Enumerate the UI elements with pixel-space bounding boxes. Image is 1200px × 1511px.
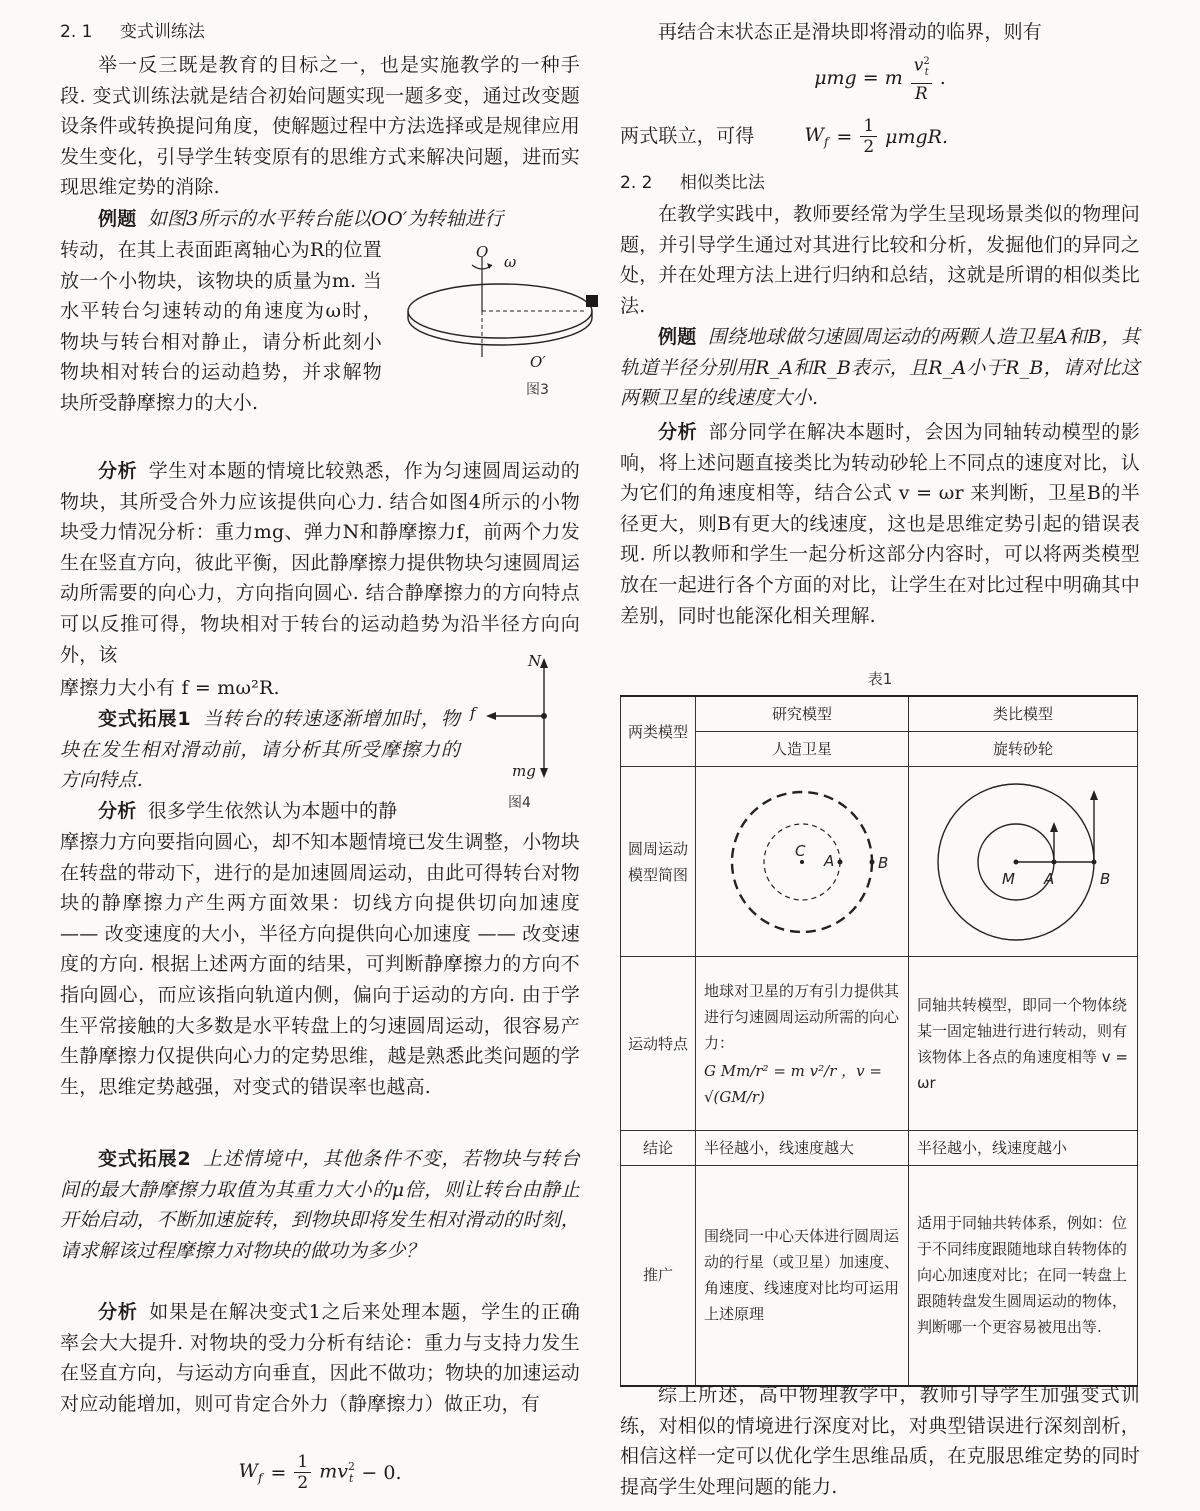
figure-3-caption: 图3 [526, 382, 549, 398]
analysis-1-end: 摩擦力大小有 f = mω²R. [60, 677, 280, 699]
label-B: B [878, 853, 889, 872]
equation-critical [620, 52, 1140, 104]
satellite-diagram-cell [696, 767, 909, 957]
label-A: A [1044, 869, 1055, 888]
table-row [621, 957, 1138, 1131]
analysis-keyword: 分析 [98, 1301, 138, 1323]
section-heading-2-2 [620, 168, 765, 198]
fraction-half [294, 1452, 311, 1493]
frac-den: 2 [863, 137, 875, 157]
table-row [621, 732, 1138, 767]
section-title: 变式训练法 [119, 22, 205, 42]
figure-3 [400, 243, 600, 403]
variant-1-text: 当转台的转速逐渐增加时，物块在发生相对滑动前，请分析其所受摩擦力的方向特点. [60, 708, 460, 792]
section-number: 2. 1 [60, 22, 93, 42]
label-f: f [470, 704, 476, 722]
fraction-half [860, 116, 877, 157]
eq-term: mv [319, 1460, 348, 1483]
eq-sub: t [348, 1472, 354, 1486]
table-row [621, 1131, 1138, 1166]
label-O: O [476, 243, 489, 261]
table-caption: 表1 [867, 670, 893, 688]
combine-line [620, 116, 1140, 157]
figure-4 [470, 652, 588, 812]
frac-den: 2 [297, 1473, 309, 1493]
table-row [621, 1166, 1138, 1386]
block-square [586, 295, 598, 307]
satellite-conclusion: 半径越小，线速度越大 [696, 1131, 909, 1166]
eq-subscript: f [258, 1470, 263, 1485]
analysis-keyword: 分析 [98, 800, 137, 822]
grinding-wheel-diagram [916, 770, 1130, 954]
eq-symbol: W [804, 124, 824, 147]
label-M: M [1002, 869, 1015, 888]
wheel-extension: 适用于同轴共转体系，例如：位于不同纬度跟随地球自转物体的向心加速度对比；在同一转盘上跟随转盘发生圆周运动的物体，判断哪一个更容易被甩出等. [909, 1166, 1138, 1386]
satellite-extension: 围绕同一中心天体进行圆周运动的行星（或卫星）加速度、角速度、线速度对比均可运用上述原理 [696, 1166, 909, 1386]
header-analogy-model: 类比模型 [909, 696, 1138, 732]
eq-symbol: W [238, 1460, 259, 1483]
example-keyword: 例题 [658, 326, 697, 348]
eq-sup: 2 [347, 1459, 355, 1473]
comparison-table [620, 695, 1138, 1387]
analysis-4-text: 部分同学在解决本题时，会因为同轴转动模型的影响，将上述问题直接类比为转动砂轮上不同点的速度对比，认为它们的角速度相等，结合公式 v = ωr 来判断，卫星B的半径更大，则B有更大的线速度，这也是思维定势引起的错误表现. 所以教师和学生一起分析这部分内容时，可以将两类模型放在一起进行各个方面的对比，让学生在对比过程中明确其中差别，同时也能深化相关理解. [620, 421, 1141, 627]
analysis-2: 摩擦力方向要指向圆心，却不知本题情境已发生调整，小物块在转盘的带动下，进行的是加速圆周运动，由此可得转台对物块的静摩擦力产生两方面效果：切线方向提供切向加速度 —— 改变速度的大小，半径方向提供向心加速度 —— 改变速度的方向. 根据上述两方面的结果，可判断静摩擦力的方向不指向圆心，而应该指向轨道内侧，偏向于运动的方向. 由于学生平常接触的大多数是水平转盘上的匀速圆周运动，很容易产生静摩擦力仅提供向心力的定势思维，越是熟悉此类问题的学生，思维定势越强，对变式的错误率也越高. [60, 831, 580, 1098]
analysis-keyword: 分析 [98, 460, 138, 482]
frac-sub: t [924, 67, 929, 79]
label-C: C [795, 841, 806, 860]
continuation: 再结合末状态正是滑块即将滑动的临界，则有 [658, 21, 1043, 43]
frac-num: 1 [294, 1452, 311, 1473]
variant-2 [60, 1144, 580, 1266]
satellite-motion-equation: G Mm/r² = m v²/r ，v = √(GM/r) [704, 1061, 882, 1106]
example-keyword: 例题 [98, 208, 137, 230]
eq-tail: . [939, 67, 946, 90]
row-label-conclusion: 结论 [621, 1131, 696, 1166]
eq-equals: = [836, 125, 853, 148]
turntable-diagram [400, 243, 600, 403]
fraction-v2-R [911, 52, 932, 104]
eq-subscript: f [823, 134, 829, 149]
label-O-prime: O′ [530, 353, 546, 371]
equation-result [804, 116, 948, 157]
row-label-extension: 推广 [621, 1166, 696, 1386]
eq-equals: = [270, 1461, 287, 1484]
eq-term: μmgR. [885, 125, 949, 148]
section-number: 2. 2 [620, 173, 653, 193]
analysis-3 [60, 1297, 580, 1419]
example-1-body: 转动，在其上表面距离轴心为R的位置放一个小物块，该物块的质量为m. 当水平转台匀速转动的角速度为ω时，物块与转台相对静止，请分析此刻小物块相对转台的运动趋势，并求解物块所受静摩擦力的大小. [60, 239, 382, 414]
combine-text: 两式联立，可得 [620, 125, 755, 148]
paragraph-analogy: 在教学实践中，教师要经常为学生呈现场景类似的物理问题，并引导学生通过对其进行比较和分析，发掘他们的异同之处，并在处理方法上进行归纳和总结，这就是所谓的相似类比法. [620, 203, 1140, 317]
satellite-motion-cell [696, 957, 909, 1131]
paragraph-intro: 举一反三既是教育的目标之一，也是实施教学的一种手段. 变式训练法就是结合初始问题实现一题多变，通过改变题设条件或转换提问角度，使解题过程中方法选择或是规律应用发生变化，引导学生转变原有的思维方式来解决问题，进而实现思维定势的消除. [60, 54, 580, 199]
eq-tail: − 0. [361, 1461, 402, 1484]
example-2 [620, 322, 1140, 414]
eq-lhs: μmg = m [814, 67, 903, 90]
frac-num: 1 [860, 116, 877, 137]
variant-keyword: 变式拓展2 [98, 1148, 191, 1170]
example-1-text: 如图3所示的水平转台能以OO′为转轴进行 [147, 208, 504, 230]
frac-den: R [914, 84, 928, 105]
variant-1 [60, 704, 460, 796]
example-1-line1 [60, 204, 580, 235]
label-N: N [528, 652, 542, 670]
section-heading-2-1 [60, 17, 205, 47]
analysis-1-text: 学生对本题的情境比较熟悉，作为匀速圆周运动的物块，其所受合外力应该提供向心力. 结合如图4所示的小物块受力情况分析：重力mg、弹力N和静摩擦力f，前两个力发生在竖直方向，彼此平衡，因此静摩擦力提供物块匀速圆周运动所需要的向心力，方向指向圆心. 结合静摩擦力的方向特点可以反推可得，物块相对于转台的运动趋势为沿半径方向向外，该 [60, 460, 581, 666]
analysis-2-first: 很多学生依然认为本题中的静 [147, 800, 398, 822]
header-research-model: 研究模型 [696, 696, 909, 732]
row-label-diagram: 圆周运动模型简图 [621, 767, 696, 957]
frac-sup: 2 [923, 56, 930, 67]
section-title: 相似类比法 [679, 173, 765, 193]
variant-2-text: 上述情境中，其他条件不变，若物块与转台间的最大静摩擦力取值为其重力大小的μ倍，则让转台由静止开始启动，不断加速旋转，到物块即将发生相对滑动的时刻，请求解该过程摩擦力对物块的做功为多少？ [60, 1148, 580, 1262]
figure-4-caption: 图4 [508, 795, 531, 811]
analysis-4 [620, 417, 1140, 631]
label-mg: mg [512, 762, 536, 780]
header-satellite: 人造卫星 [696, 732, 909, 767]
analysis-keyword: 分析 [658, 421, 698, 443]
example-2-text: 围绕地球做匀速圆周运动的两颗人造卫星A和B，其轨道半径分别用R_A和R_B表示，且R_A小于R_B，请对比这两颗卫星的线速度大小. [620, 326, 1140, 410]
label-B: B [1100, 869, 1111, 888]
table-row [621, 767, 1138, 957]
wheel-conclusion: 半径越小，线速度越小 [909, 1131, 1138, 1166]
analysis-1 [60, 456, 580, 670]
summary-paragraph: 综上所述，高中物理教学中，教师引导学生加强变式训练，对相似的情境进行深度对比，对典型错误进行深刻剖析，相信这样一定可以优化学生思维品质，在克服思维定势的同时提高学生处理问题的能力. [620, 1384, 1140, 1498]
wheel-motion-text: 同轴共转模型，即同一个物体绕某一固定轴进行进行转动，则有该物体上各点的角速度相等 v = ωr [909, 957, 1138, 1131]
frac-num: v [913, 55, 924, 76]
label-A: A [824, 851, 835, 870]
table-row [621, 696, 1138, 732]
variant-keyword: 变式拓展1 [98, 708, 191, 730]
equation-work [60, 1452, 580, 1493]
analysis-2-line1 [60, 796, 480, 827]
satellite-motion-text: 地球对卫星的万有引力提供其进行匀速圆周运动所需的向心力： [704, 981, 900, 1052]
label-omega: ω [504, 253, 517, 271]
analysis-3-text: 如果是在解决变式1之后来处理本题，学生的正确率会大大提升. 对物块的受力分析有结论：重力与支持力发生在竖直方向，与运动方向垂直，因此不做功；物块的加速运动对应动能增加，则可肯定合外力（静摩擦力）做正功，有 [60, 1301, 580, 1415]
header-grinding-wheel: 旋转砂轮 [909, 732, 1138, 767]
wheel-diagram-cell [909, 767, 1138, 957]
row-label-motion: 运动特点 [621, 957, 696, 1131]
header-row-label: 两类模型 [621, 696, 696, 767]
